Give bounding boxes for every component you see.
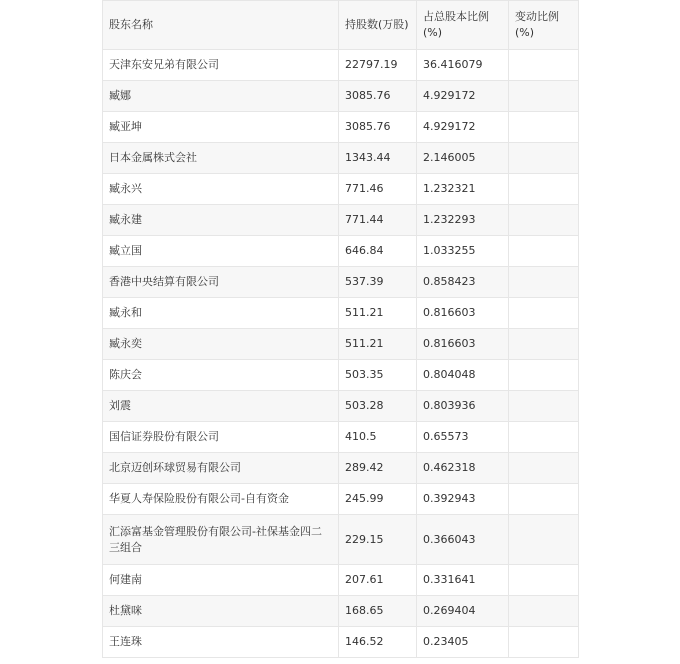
header-share-ratio: 占总股本比例(%) xyxy=(417,1,509,50)
cell-shares: 245.99 xyxy=(339,484,417,515)
cell-ratio: 1.232321 xyxy=(417,174,509,205)
table-row xyxy=(103,50,579,81)
cell-ratio: 0.804048 xyxy=(417,360,509,391)
header-change-ratio: 变动比例(%) xyxy=(509,1,579,50)
table-row xyxy=(103,205,579,236)
cell-ratio: 4.929172 xyxy=(417,112,509,143)
cell-change xyxy=(509,112,579,143)
cell-name: 日本金属株式会社 xyxy=(103,143,339,174)
table-row xyxy=(103,267,579,298)
header-shareholder-name: 股东名称 xyxy=(103,1,339,50)
cell-name: 天津东安兄弟有限公司 xyxy=(103,50,339,81)
cell-shares: 207.61 xyxy=(339,565,417,596)
cell-shares: 146.52 xyxy=(339,627,417,658)
cell-change xyxy=(509,236,579,267)
cell-change xyxy=(509,329,579,360)
cell-change xyxy=(509,50,579,81)
cell-name: 臧永和 xyxy=(103,298,339,329)
cell-name: 华夏人寿保险股份有限公司-自有资金 xyxy=(103,484,339,515)
cell-change xyxy=(509,515,579,565)
cell-change xyxy=(509,143,579,174)
cell-change xyxy=(509,174,579,205)
cell-ratio: 0.858423 xyxy=(417,267,509,298)
table-row xyxy=(103,484,579,515)
table-row xyxy=(103,329,579,360)
header-shares-held: 持股数(万股) xyxy=(339,1,417,50)
cell-ratio: 0.803936 xyxy=(417,391,509,422)
cell-name: 杜黛咪 xyxy=(103,596,339,627)
cell-change xyxy=(509,360,579,391)
cell-change xyxy=(509,422,579,453)
cell-ratio: 0.462318 xyxy=(417,453,509,484)
cell-name: 臧立国 xyxy=(103,236,339,267)
cell-change xyxy=(509,565,579,596)
cell-name: 臧永兴 xyxy=(103,174,339,205)
table-row xyxy=(103,515,579,565)
cell-change xyxy=(509,298,579,329)
cell-change xyxy=(509,484,579,515)
cell-ratio: 1.033255 xyxy=(417,236,509,267)
cell-change xyxy=(509,81,579,112)
table-row xyxy=(103,453,579,484)
cell-shares: 410.5 xyxy=(339,422,417,453)
table-row xyxy=(103,360,579,391)
cell-shares: 503.35 xyxy=(339,360,417,391)
cell-shares: 22797.19 xyxy=(339,50,417,81)
cell-name: 汇添富基金管理股份有限公司-社保基金四二三组合 xyxy=(103,515,339,565)
table-row xyxy=(103,236,579,267)
cell-name: 臧娜 xyxy=(103,81,339,112)
table-row xyxy=(103,596,579,627)
cell-ratio: 1.232293 xyxy=(417,205,509,236)
cell-change xyxy=(509,267,579,298)
table-row xyxy=(103,627,579,658)
cell-shares: 511.21 xyxy=(339,329,417,360)
cell-change xyxy=(509,391,579,422)
table-row xyxy=(103,112,579,143)
cell-ratio: 0.23405 xyxy=(417,627,509,658)
cell-change xyxy=(509,627,579,658)
table-row xyxy=(103,174,579,205)
cell-name: 臧亚坤 xyxy=(103,112,339,143)
cell-ratio: 0.392943 xyxy=(417,484,509,515)
cell-shares: 771.44 xyxy=(339,205,417,236)
table-row xyxy=(103,143,579,174)
cell-shares: 646.84 xyxy=(339,236,417,267)
cell-ratio: 0.366043 xyxy=(417,515,509,565)
cell-shares: 3085.76 xyxy=(339,112,417,143)
cell-ratio: 0.331641 xyxy=(417,565,509,596)
cell-name: 刘震 xyxy=(103,391,339,422)
cell-shares: 771.46 xyxy=(339,174,417,205)
cell-shares: 511.21 xyxy=(339,298,417,329)
cell-name: 臧永建 xyxy=(103,205,339,236)
cell-ratio: 4.929172 xyxy=(417,81,509,112)
table-row xyxy=(103,565,579,596)
table-row xyxy=(103,422,579,453)
cell-shares: 168.65 xyxy=(339,596,417,627)
cell-shares: 3085.76 xyxy=(339,81,417,112)
cell-change xyxy=(509,453,579,484)
cell-name: 陈庆会 xyxy=(103,360,339,391)
cell-change xyxy=(509,596,579,627)
cell-change xyxy=(509,205,579,236)
cell-ratio: 2.146005 xyxy=(417,143,509,174)
cell-name: 何建南 xyxy=(103,565,339,596)
table-row xyxy=(103,391,579,422)
shareholder-table-container xyxy=(102,0,578,658)
table-row xyxy=(103,298,579,329)
cell-ratio: 0.816603 xyxy=(417,298,509,329)
cell-shares: 1343.44 xyxy=(339,143,417,174)
cell-shares: 229.15 xyxy=(339,515,417,565)
cell-shares: 503.28 xyxy=(339,391,417,422)
table-row xyxy=(103,81,579,112)
cell-shares: 289.42 xyxy=(339,453,417,484)
cell-ratio: 0.65573 xyxy=(417,422,509,453)
cell-ratio: 0.816603 xyxy=(417,329,509,360)
cell-name: 王连珠 xyxy=(103,627,339,658)
cell-name: 臧永奕 xyxy=(103,329,339,360)
shareholder-table xyxy=(102,0,579,658)
cell-name: 北京迈创环球贸易有限公司 xyxy=(103,453,339,484)
cell-name: 香港中央结算有限公司 xyxy=(103,267,339,298)
table-header-row xyxy=(103,1,579,50)
cell-ratio: 36.416079 xyxy=(417,50,509,81)
cell-ratio: 0.269404 xyxy=(417,596,509,627)
cell-name: 国信证券股份有限公司 xyxy=(103,422,339,453)
cell-shares: 537.39 xyxy=(339,267,417,298)
